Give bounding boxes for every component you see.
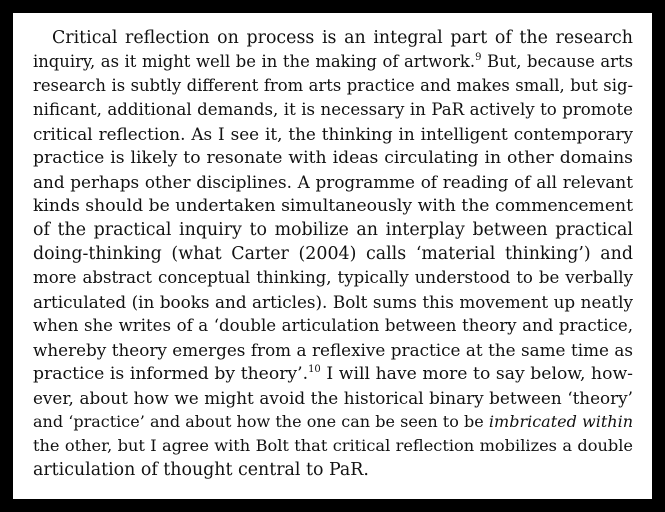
document-page [13, 13, 652, 499]
footnote-marker: 10 [308, 364, 321, 375]
text-line: articulated (in books and articles). Bolt sums this movement up neatly [33, 292, 633, 312]
text-line: research is subtly different from arts practice and makes small, but sig- [33, 76, 633, 95]
footnote-marker: 9 [475, 52, 482, 63]
text-line: articulation of thought central to PaR. [33, 460, 369, 480]
text-line: practice is informed by theory’.$^{10}$ I will have more to say below, how- [33, 364, 633, 384]
text-line: Critical reflection on process is an integral part of the research [52, 28, 633, 48]
body-paragraph [33, 26, 633, 482]
text-line: when she writes of a ‘double articulation between theory and practice, [33, 316, 633, 335]
text-line: nificant, additional demands, it is necessary in PaR actively to promote [33, 100, 633, 119]
text-line: practice is likely to resonate with ideas circulating in other domains [33, 148, 633, 168]
text-line: the other, but I agree with Bolt that critical reflection mobilizes a double [33, 436, 633, 455]
text-line: ever, about how we might avoid the historical binary between ‘theory’ [33, 388, 633, 408]
text-line: more abstract conceptual thinking, typically understood to be verbally [33, 268, 633, 287]
text-line: of the practical inquiry to mobilize an interplay between practical [33, 220, 633, 240]
text-line: kinds should be undertaken simultaneously with the commencement [33, 196, 633, 216]
text-line: whereby theory emerges from a reflexive practice at the same time as [33, 340, 633, 360]
text-line: inquiry, as it might well be in the making of artwork.$^9$ But, because arts [33, 52, 633, 71]
emphasized-text: imbricated within [488, 412, 634, 431]
text-line: and perhaps other disciplines. A programme of reading of all relevant [33, 172, 633, 192]
text-line: doing-thinking (what Carter (2004) calls ‘material thinking’) and [33, 244, 633, 264]
text-line: critical reflection. As I see it, the thinking in intelligent contemporary [33, 124, 633, 144]
text-line: and ‘practice’ and about how the one can be seen to be imbricated within [33, 412, 634, 431]
